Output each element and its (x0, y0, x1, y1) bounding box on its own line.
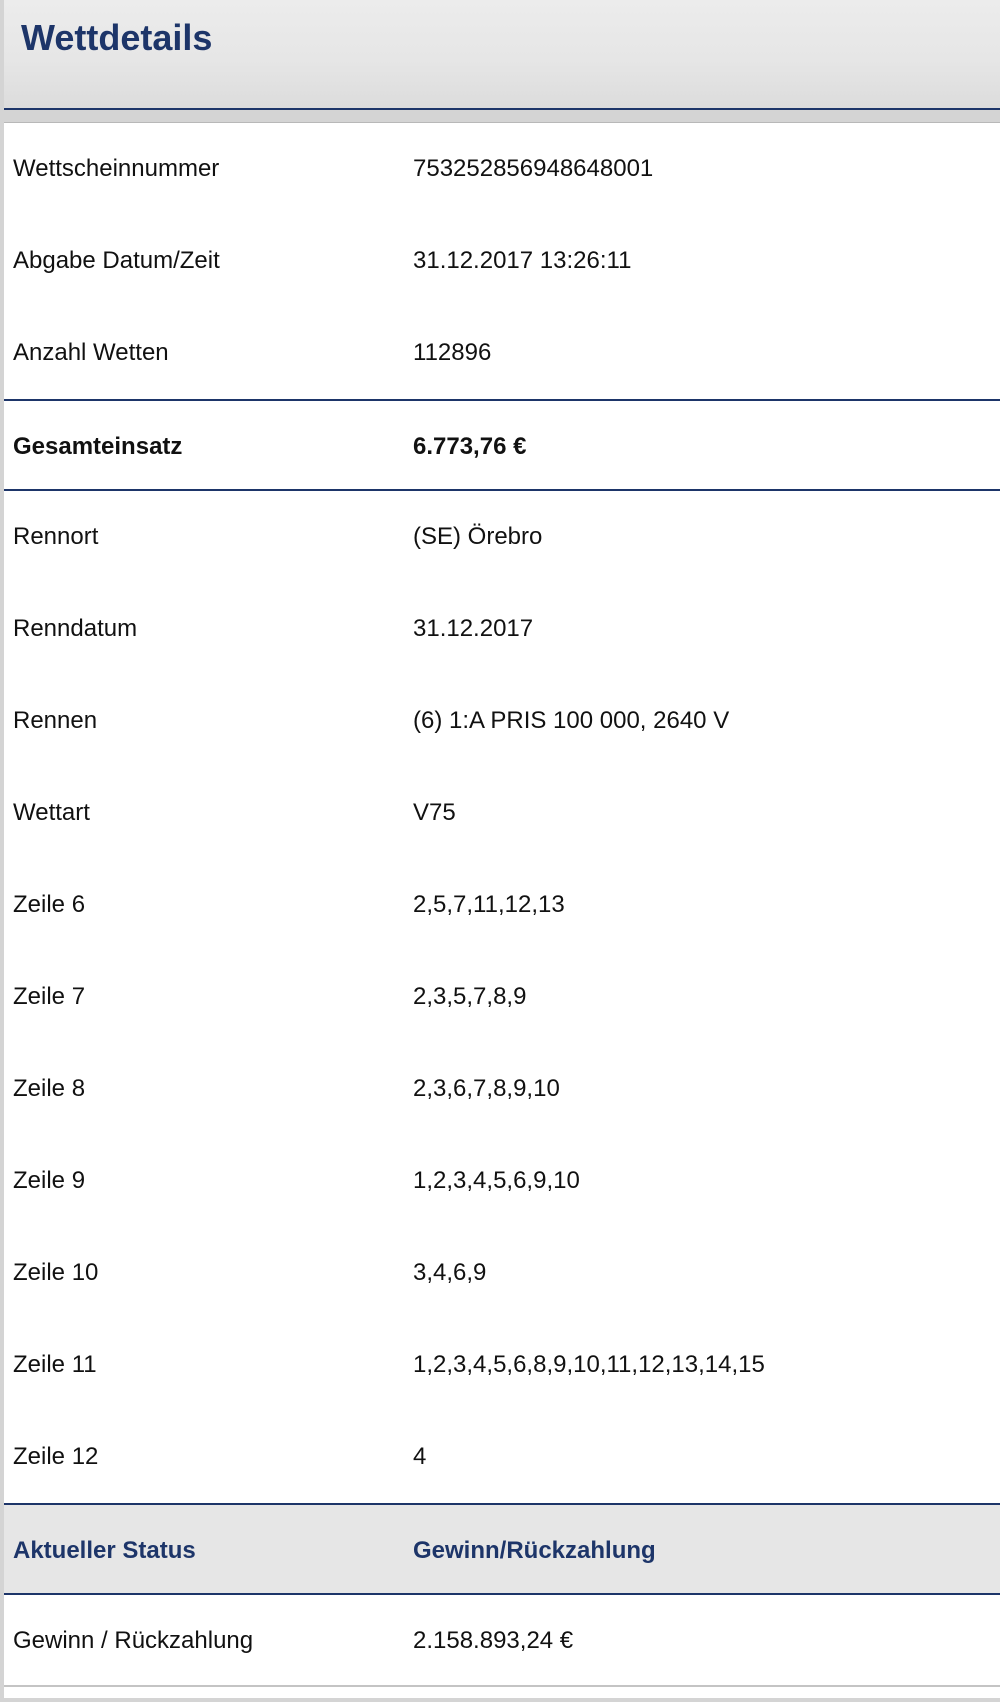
bet-count-value: 112896 (413, 339, 492, 366)
ticket-number-label: Wettscheinnummer (13, 155, 220, 182)
page-title: Wettdetails (21, 17, 213, 58)
line-12-label: Zeile 12 (13, 1443, 99, 1470)
line-11-label: Zeile 11 (13, 1351, 97, 1378)
row-current-status (4, 1503, 1000, 1595)
race-venue-value: (SE) Örebro (413, 523, 543, 550)
race-date-label: Renndatum (13, 615, 138, 642)
bet-type-label: Wettart (13, 799, 90, 826)
total-stake-label: Gesamteinsatz (13, 433, 183, 460)
row-total-stake (4, 399, 1000, 491)
race-value: (6) 1:A PRIS 100 000, 2640 V (413, 707, 730, 734)
row-line-8 (4, 1043, 1000, 1135)
line-7-label: Zeile 7 (13, 983, 86, 1010)
row-bet-type (4, 767, 1000, 859)
submission-datetime-value: 31.12.2017 13:26:11 (413, 247, 632, 274)
row-race-date (4, 583, 1000, 675)
bet-details-table (4, 122, 1000, 1698)
line-11-value: 1,2,3,4,5,6,8,9,10,11,12,13,14,15 (413, 1351, 765, 1378)
current-status-value: Gewinn/Rückzahlung (413, 1537, 656, 1564)
line-8-value: 2,3,6,7,8,9,10 (413, 1075, 560, 1102)
row-submission-datetime (4, 215, 1000, 307)
row-line-10 (4, 1227, 1000, 1319)
row-race-venue (4, 491, 1000, 583)
submission-datetime-label: Abgabe Datum/Zeit (13, 247, 220, 274)
row-line-7 (4, 951, 1000, 1043)
line-6-value: 2,5,7,11,12,13 (413, 891, 565, 918)
line-8-label: Zeile 8 (13, 1075, 86, 1102)
current-status-label: Aktueller Status (13, 1537, 196, 1564)
race-date-value: 31.12.2017 (413, 615, 534, 642)
bet-type-value: V75 (413, 799, 456, 826)
row-line-6 (4, 859, 1000, 951)
payout-label: Gewinn / Rückzahlung (13, 1627, 254, 1654)
row-line-9 (4, 1135, 1000, 1227)
row-line-11 (4, 1319, 1000, 1411)
row-payout (4, 1595, 1000, 1687)
line-12-value: 4 (413, 1443, 427, 1470)
bet-count-label: Anzahl Wetten (13, 339, 169, 366)
payout-value: 2.158.893,24 € (413, 1627, 574, 1654)
row-bet-count (4, 307, 1000, 399)
line-9-label: Zeile 9 (13, 1167, 86, 1194)
line-9-value: 1,2,3,4,5,6,9,10 (413, 1167, 580, 1194)
race-venue-label: Rennort (13, 523, 99, 550)
line-6-label: Zeile 6 (13, 891, 86, 918)
row-race (4, 675, 1000, 767)
line-10-label: Zeile 10 (13, 1259, 99, 1286)
line-10-value: 3,4,6,9 (413, 1259, 487, 1286)
total-stake-value: 6.773,76 € (413, 433, 527, 460)
race-label: Rennen (13, 707, 98, 734)
page-header (4, 0, 1000, 110)
line-7-value: 2,3,5,7,8,9 (413, 983, 527, 1010)
ticket-number-value: 753252856948648001 (413, 155, 654, 182)
row-line-12 (4, 1411, 1000, 1503)
row-ticket-number (4, 123, 1000, 215)
